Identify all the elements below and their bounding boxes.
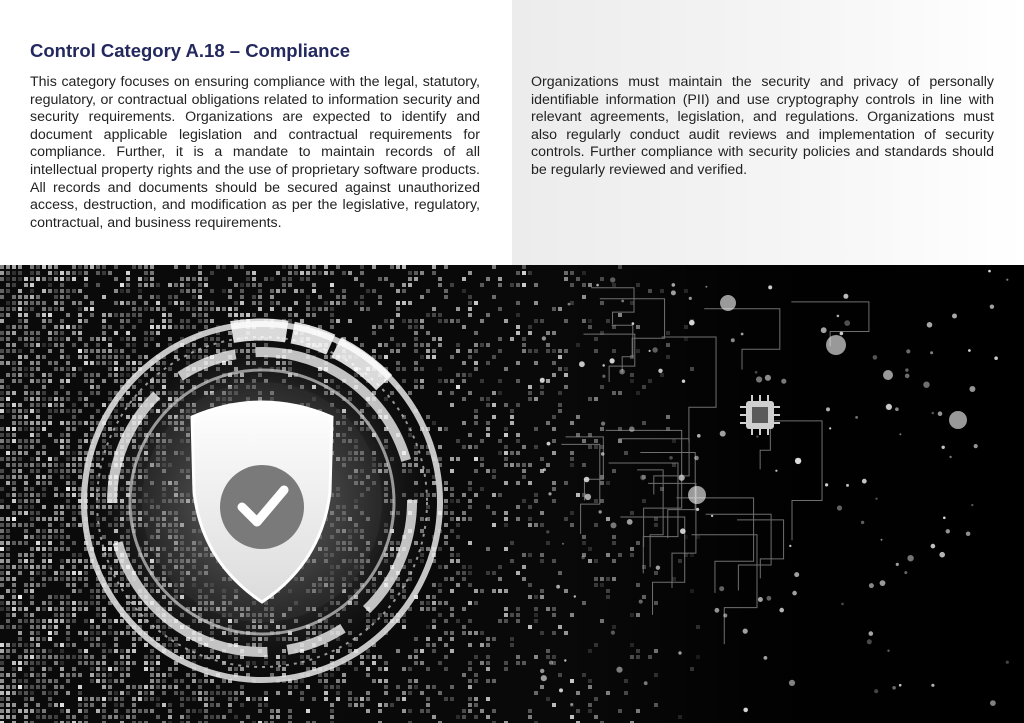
shield-emblem [72, 312, 452, 692]
section-title: Control Category A.18 – Compliance [30, 40, 351, 61]
body-paragraph-right: Organizations must maintain the security and privacy of personally identifiable information (PII) and use cryptography controls in line with relevant agreements, legislation, and regulations. Organizations must also regularly conduct audit reviews and implementation of security controls. Further compliance with security policies and standards should be regularly reviewed and verified. [531, 74, 994, 178]
cybersecurity-illustration [0, 265, 1024, 723]
body-paragraph-left: This category focuses on ensuring compliance with the legal, statutory, regulatory, or contractual obligations related to information security and security requirements. Organizations are expected to identify and document applicable legislation and contractual requirements for compliance. Further, it is a mandate to maintain records of all intellectual property rights and the use of proprietary software products. All records and documents should be secured against unauthorized access, destruction, and modification as per the legislative, regulatory, contractual, and business requirements. [30, 74, 480, 231]
illustration-canvas [0, 265, 1024, 723]
